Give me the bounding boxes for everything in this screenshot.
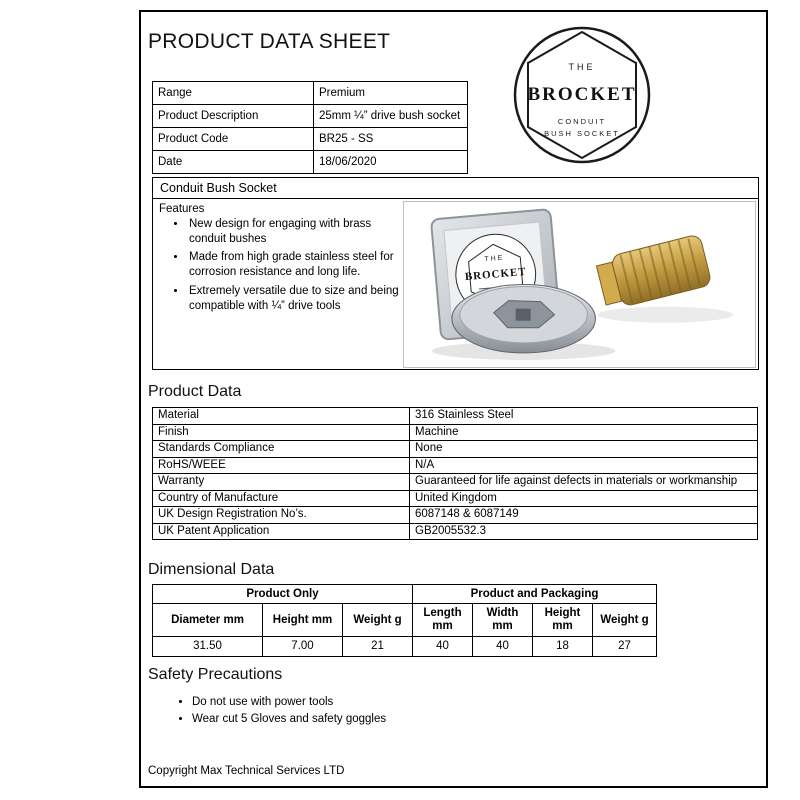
column-header: Length mm — [413, 604, 473, 637]
list-item: • New design for engaging with brass conduit bushes — [187, 217, 403, 246]
product-data-value: None — [410, 441, 758, 458]
product-data-value: Guaranteed for life against defects in materials or workmanship — [410, 474, 758, 491]
product-data-label: Country of Manufacture — [153, 490, 410, 507]
features-list — [157, 217, 403, 313]
product-data-label: Warranty — [153, 474, 410, 491]
features-label: Features — [159, 203, 205, 215]
product-data-value: N/A — [410, 457, 758, 474]
info-label: Range — [153, 82, 314, 105]
table-row — [153, 151, 468, 174]
product-data-label: UK Patent Application — [153, 523, 410, 540]
dimension-value: 7.00 — [263, 637, 343, 657]
logo-the-text: THE — [568, 62, 596, 72]
product-data-label: Standards Compliance — [153, 441, 410, 458]
copyright-text: Copyright Max Technical Services LTD — [148, 765, 345, 777]
dimension-value: 21 — [343, 637, 413, 657]
table-row — [153, 490, 758, 507]
product-data-value: United Kingdom — [410, 490, 758, 507]
page-title: PRODUCT DATA SHEET — [148, 30, 391, 53]
logo-name-text: BROCKET — [527, 84, 637, 105]
column-header: Height mm — [263, 604, 343, 637]
dimension-value: 40 — [413, 637, 473, 657]
product-data-table — [152, 407, 758, 540]
list-item: • Made from high grade stainless steel for corrosion resistance and long life. — [187, 250, 403, 279]
dimension-value: 40 — [473, 637, 533, 657]
steel-socket — [452, 285, 596, 353]
list-item: • Wear cut 5 Gloves and safety goggles — [192, 711, 386, 728]
table-row — [153, 408, 758, 425]
table-row — [153, 585, 657, 604]
product-data-label: RoHS/WEEE — [153, 457, 410, 474]
table-row — [153, 604, 657, 637]
table-row — [153, 523, 758, 540]
product-data-value: Machine — [410, 424, 758, 441]
column-header: Weight g — [343, 604, 413, 637]
product-data-label: UK Design Registration No’s. — [153, 507, 410, 524]
table-row — [153, 441, 758, 458]
column-header: Weight g — [593, 604, 657, 637]
product-data-label: Finish — [153, 424, 410, 441]
feature-box — [152, 177, 759, 370]
product-data-value: 6087148 & 6087149 — [410, 507, 758, 524]
photo-label-the: THE — [484, 254, 505, 264]
dimensional-data-heading: Dimensional Data — [148, 561, 275, 578]
product-data-label: Material — [153, 408, 410, 425]
safety-list — [152, 694, 386, 727]
table-row — [153, 507, 758, 524]
info-value: BR25 - SS — [314, 128, 468, 151]
info-value: Premium — [314, 82, 468, 105]
info-label: Product Code — [153, 128, 314, 151]
document-page — [139, 10, 768, 788]
info-table — [152, 81, 468, 174]
table-row — [153, 457, 758, 474]
dimension-value: 18 — [533, 637, 593, 657]
product-data-heading: Product Data — [148, 383, 242, 400]
product-data-value: 316 Stainless Steel — [410, 408, 758, 425]
table-row — [153, 128, 468, 151]
dimension-value: 31.50 — [153, 637, 263, 657]
column-header: Width mm — [473, 604, 533, 637]
logo-subtitle-line2: BUSH SOCKET — [544, 129, 620, 138]
table-row — [153, 424, 758, 441]
group-header-product-only: Product Only — [153, 585, 413, 604]
safety-precautions-heading: Safety Precautions — [148, 666, 283, 683]
product-photo — [403, 201, 756, 368]
table-row — [153, 105, 468, 128]
table-row — [153, 637, 657, 657]
product-photo-image — [404, 202, 755, 367]
info-label: Product Description — [153, 105, 314, 128]
logo-subtitle-line1: CONDUIT — [557, 117, 607, 126]
group-header-product-packaging: Product and Packaging — [413, 585, 657, 604]
table-row — [153, 82, 468, 105]
brocket-logo — [511, 24, 653, 166]
column-header: Diameter mm — [153, 604, 263, 637]
feature-box-title: Conduit Bush Socket — [153, 178, 758, 199]
info-value: 25mm ¼” drive bush socket — [314, 105, 468, 128]
features-section — [153, 199, 403, 370]
list-item: • Extremely versatile due to size and being compatible with ¼” drive tools — [187, 284, 403, 313]
list-item: • Do not use with power tools — [192, 694, 386, 711]
product-data-value: GB2005532.3 — [410, 523, 758, 540]
feature-box-body — [153, 199, 758, 370]
dimensional-data-table — [152, 584, 657, 657]
info-label: Date — [153, 151, 314, 174]
dimension-value: 27 — [593, 637, 657, 657]
table-row — [153, 474, 758, 491]
info-value: 18/06/2020 — [314, 151, 468, 174]
column-header: Height mm — [533, 604, 593, 637]
photo-label-name: BROCKET — [464, 265, 528, 284]
